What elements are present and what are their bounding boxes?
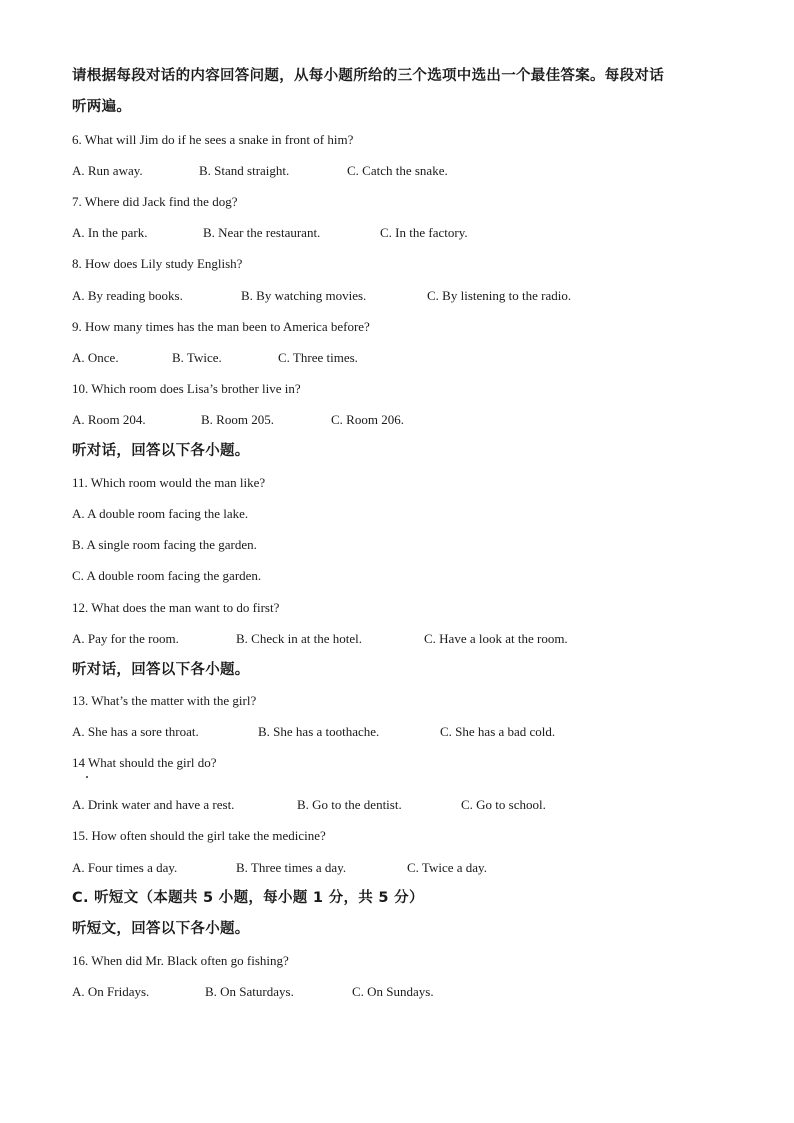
- option-15-c: C. Twice a day.: [407, 860, 487, 875]
- section-c-heading: C. 听短文（本题共 5 小题，每小题 1 分，共 5 分）: [72, 890, 424, 906]
- question-14: 14 What should the girl do?: [72, 755, 217, 770]
- option-8-c: C. By listening to the radio.: [427, 288, 572, 303]
- option-6-b: B. Stand straight.: [199, 163, 290, 178]
- option-9-a: A. Once.: [72, 350, 119, 365]
- question-12: 12. What does the man want to do first?: [72, 600, 280, 615]
- dialogue-instruction-line2: 听两遍。: [72, 99, 132, 115]
- listen-dialogue-heading-a: 听对话，回答以下各小题。: [72, 443, 250, 459]
- option-7-b: B. Near the restaurant.: [203, 225, 321, 240]
- question-15: 15. How often should the girl take the medicine?: [72, 828, 326, 843]
- option-12-c: C. Have a look at the room.: [424, 631, 568, 646]
- option-16-b: B. On Saturdays.: [205, 984, 294, 999]
- option-13-a: A. She has a sore throat.: [72, 724, 199, 739]
- question-10: 10. Which room does Lisa’s brother live in?: [72, 381, 301, 396]
- option-6-a: A. Run away.: [72, 163, 143, 178]
- option-16-c: C. On Sundays.: [352, 984, 434, 999]
- option-12-a: A. Pay for the room.: [72, 631, 179, 646]
- option-10-a: A. Room 204.: [72, 412, 146, 427]
- question-7: 7. Where did Jack find the dog?: [72, 194, 238, 209]
- option-14-c: C. Go to school.: [461, 797, 546, 812]
- option-10-b: B. Room 205.: [201, 412, 274, 427]
- option-7-c: C. In the factory.: [380, 225, 468, 240]
- option-13-c: C. She has a bad cold.: [440, 724, 556, 739]
- option-16-a: A. On Fridays.: [72, 984, 150, 999]
- question-9: 9. How many times has the man been to America before?: [72, 319, 370, 334]
- question-11: 11. Which room would the man like?: [72, 475, 266, 490]
- dialogue-instruction-line1: 请根据每段对话的内容回答问题，从每小题所给的三个选项中选出一个最佳答案。每段对话: [72, 68, 664, 84]
- option-11-c: C. A double room facing the garden.: [72, 568, 262, 583]
- option-9-b: B. Twice.: [172, 350, 222, 365]
- question-8: 8. How does Lily study English?: [72, 256, 243, 271]
- option-7-a: A. In the park.: [72, 225, 148, 240]
- option-10-c: C. Room 206.: [331, 412, 404, 427]
- option-12-b: B. Check in at the hotel.: [236, 631, 363, 646]
- option-8-b: B. By watching movies.: [241, 288, 367, 303]
- question-16: 16. When did Mr. Black often go fishing?: [72, 953, 289, 968]
- question-6: 6. What will Jim do if he sees a snake in front of him?: [72, 132, 354, 147]
- listen-passage-heading: 听短文，回答以下各小题。: [72, 921, 250, 937]
- option-8-a: A. By reading books.: [72, 288, 183, 303]
- option-11-b: B. A single room facing the garden.: [72, 537, 257, 552]
- option-14-a: A. Drink water and have a rest.: [72, 797, 235, 812]
- option-11-a: A. A double room facing the lake.: [72, 506, 249, 521]
- option-14-b: B. Go to the dentist.: [297, 797, 402, 812]
- option-9-c: C. Three times.: [278, 350, 358, 365]
- option-15-b: B. Three times a day.: [236, 860, 347, 875]
- option-13-b: B. She has a toothache.: [258, 724, 380, 739]
- listen-dialogue-heading-b: 听对话，回答以下各小题。: [72, 662, 250, 678]
- stray-mark: [86, 776, 88, 778]
- option-15-a: A. Four times a day.: [72, 860, 178, 875]
- option-6-c: C. Catch the snake.: [347, 163, 448, 178]
- question-13: 13. What’s the matter with the girl?: [72, 693, 257, 708]
